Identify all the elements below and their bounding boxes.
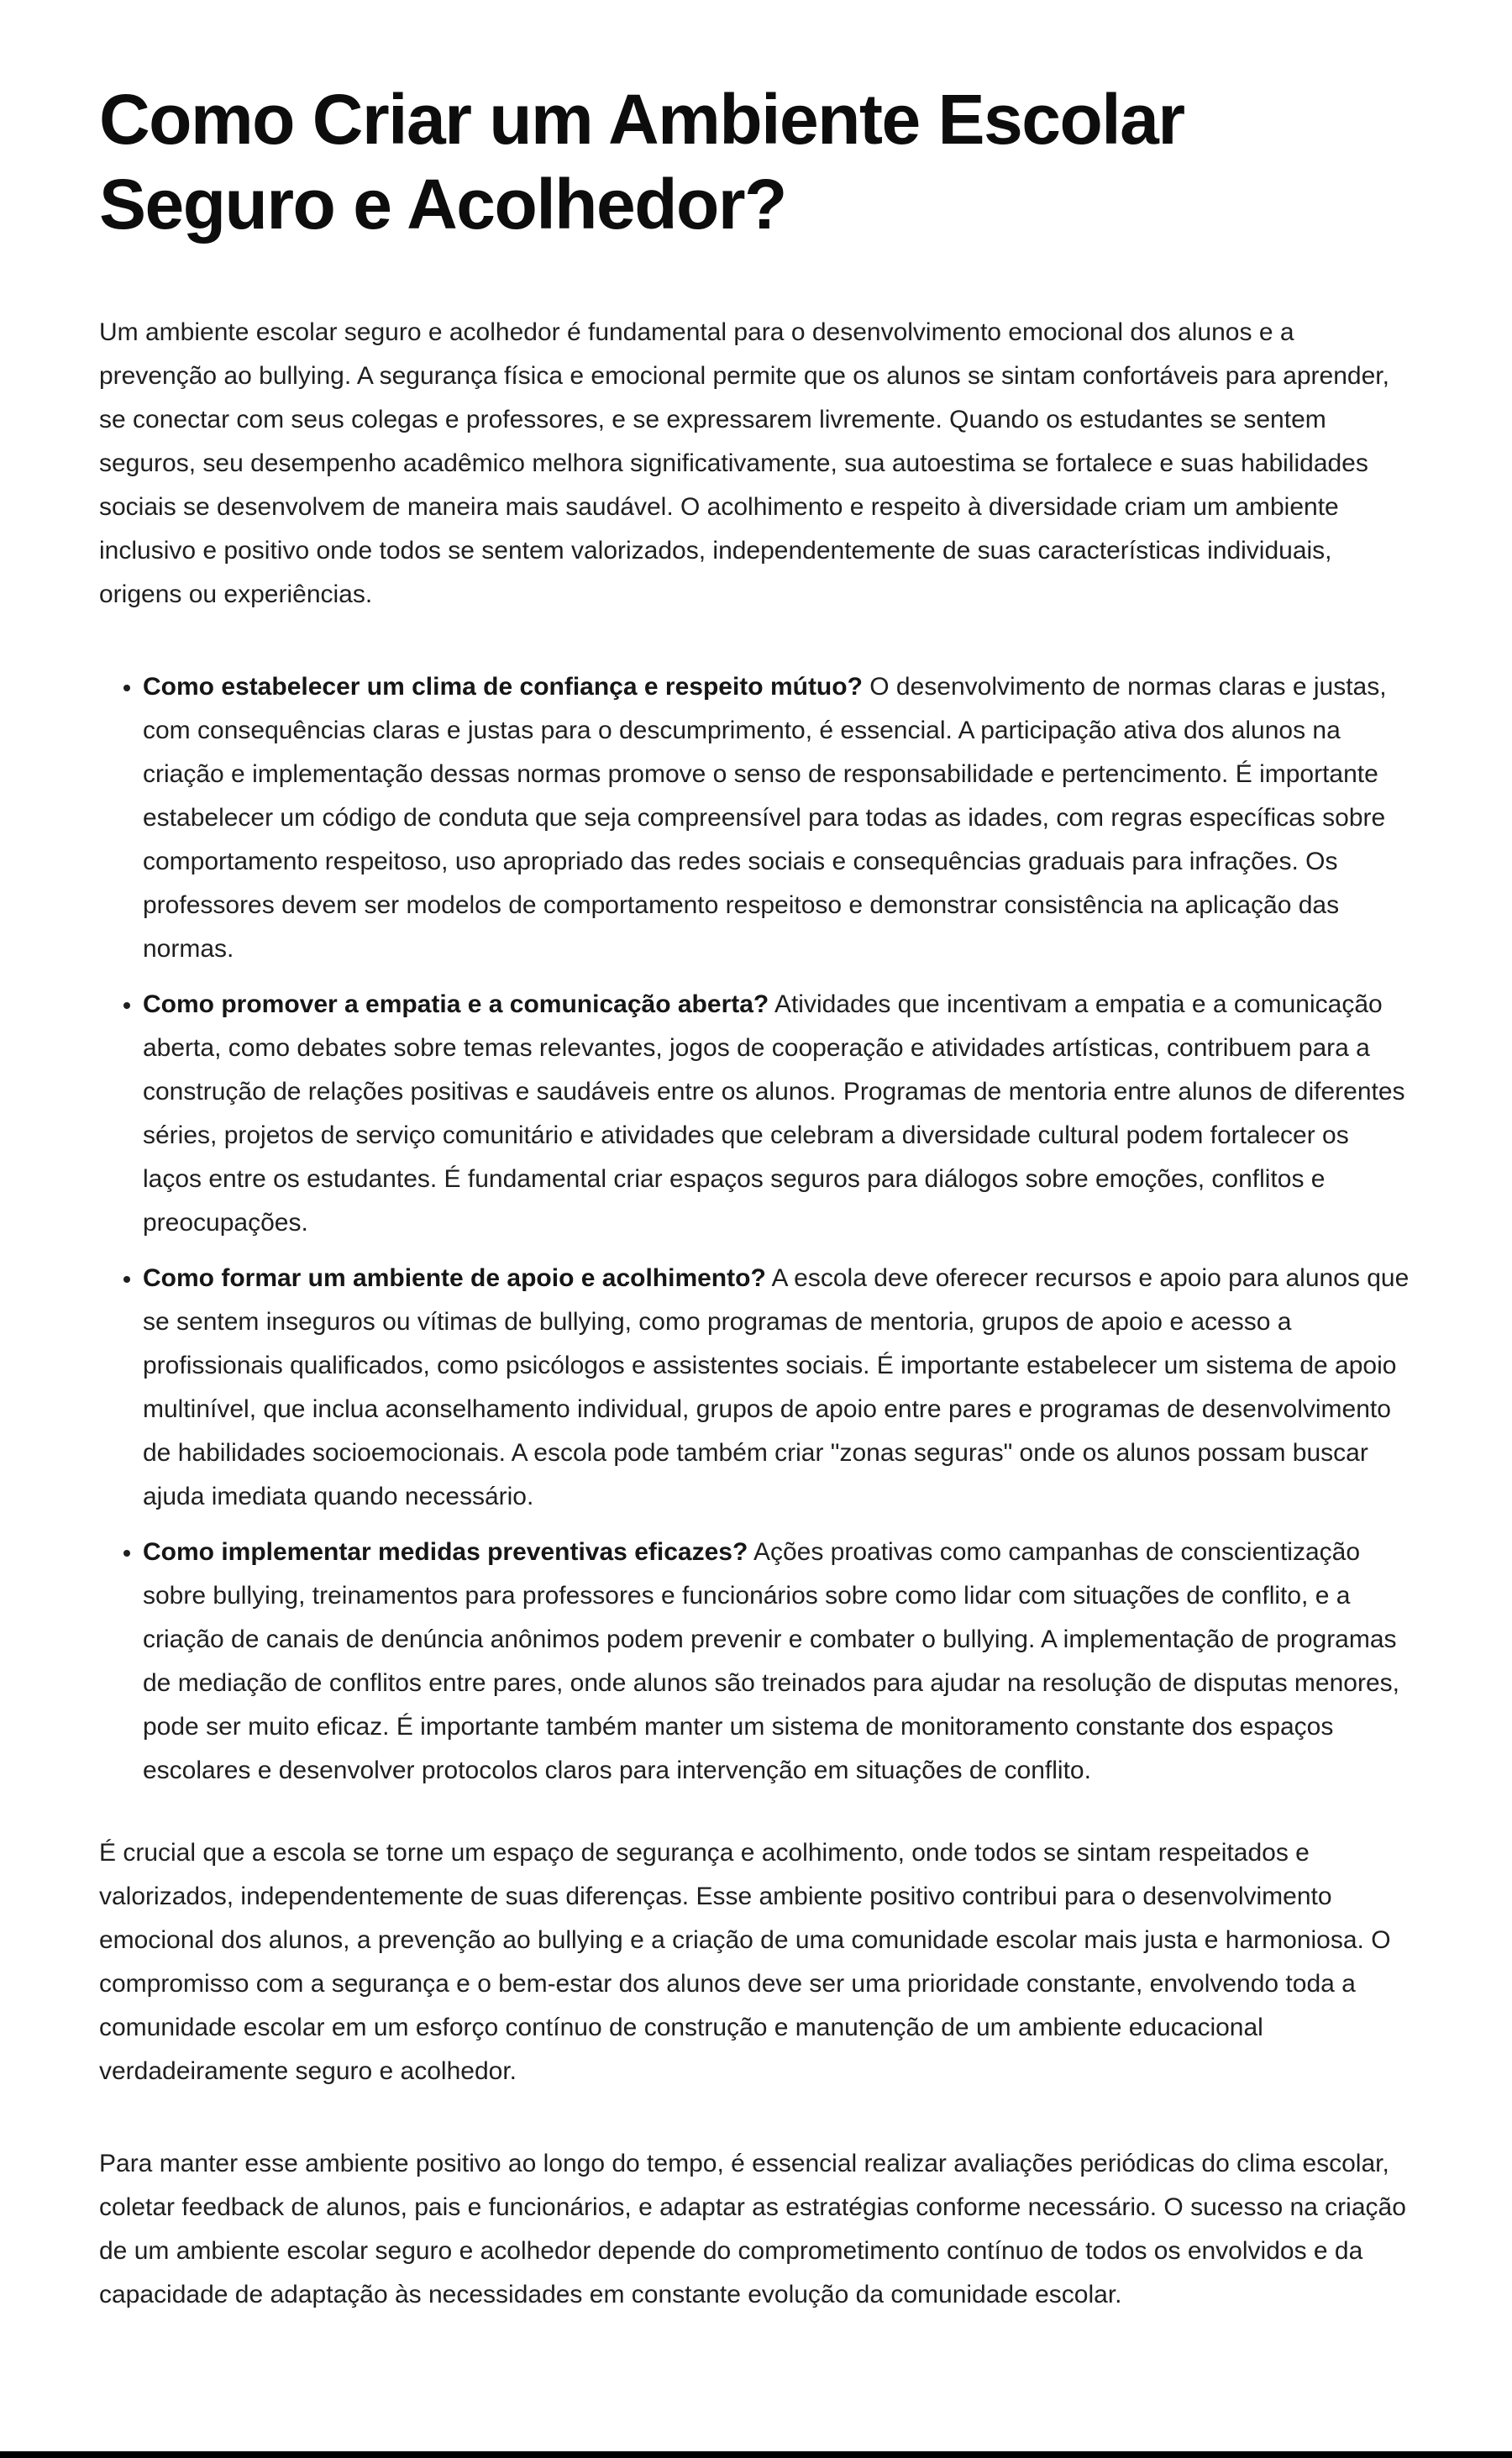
- list-item: [143, 665, 1413, 971]
- list-item-question: Como estabelecer um clima de confiança e respeito mútuo?: [143, 673, 863, 701]
- list-item-answer: A escola deve oferecer recursos e apoio para alunos que se sentem inseguros ou vítimas de bullying, como programas de mentoria, grupos de apoio e acesso a profissionais qualificados, como psicólogos e assistentes sociais. É importante estabelecer um sistema de apoio multinível, que inclua aconselhamento individual, grupos de apoio entre pares e programas de desenvolvimento de habilidades socioemocionais. A escola pode também criar "zonas seguras" onde os alunos possam buscar ajuda imediata quando necessário.: [143, 1264, 1410, 1510]
- list-item-answer: Atividades que incentivam a empatia e a comunicação aberta, como debates sobre temas relevantes, jogos de cooperação e atividades artísticas, contribuem para a construção de relações positivas e saudáveis entre os alunos. Programas de mentoria entre alunos de diferentes séries, projetos de serviço comunitário e atividades que celebram a diversidade cultural podem fortalecer os laços entre os estudantes. É fundamental criar espaços seguros para diálogos sobre emoções, conflitos e preocupações.: [143, 990, 1405, 1237]
- list-item-question: Como implementar medidas preventivas eficazes?: [143, 1538, 748, 1566]
- list-item: [143, 1257, 1413, 1519]
- intro-paragraph: Um ambiente escolar seguro e acolhedor é fundamental para o desenvolvimento emocional dos alunos e a prevenção ao bullying. A segurança física e emocional permite que os alunos se sintam confortáveis para aprender, se conectar com seus colegas e professores, e se expressarem livremente. Quando os estudantes se sentem seguros, seu desempenho acadêmico melhora significativamente, sua autoestima se fortalece e suas habilidades sociais se desenvolvem de maneira mais saudável. O acolhimento e respeito à diversidade criam um ambiente inclusivo e positivo onde todos se sentem valorizados, independentemente de suas características individuais, origens ou experiências.: [99, 318, 1389, 608]
- faq-list: [99, 665, 1413, 1793]
- list-item: [143, 983, 1413, 1245]
- list-item-question: Como promover a empatia e a comunicação aberta?: [143, 990, 769, 1018]
- list-item-question: Como formar um ambiente de apoio e acolhimento?: [143, 1264, 766, 1292]
- closing-paragraph-1: É crucial que a escola se torne um espaço de segurança e acolhimento, onde todos se sintam respeitados e valorizados, independentemente de suas diferenças. Esse ambiente positivo contribui para o desenvolvimento emocional dos alunos, a prevenção ao bullying e a criação de uma comunidade escolar mais justa e harmoniosa. O compromisso com a segurança e o bem-estar dos alunos deve ser uma prioridade constante, envolvendo toda a comunidade escolar em um esforço contínuo de construção e manutenção de um ambiente educacional verdadeiramente seguro e acolhedor.: [99, 1839, 1391, 2085]
- closing-paragraph-2: Para manter esse ambiente positivo ao longo do tempo, é essencial realizar avaliações periódicas do clima escolar, coletar feedback de alunos, pais e funcionários, e adaptar as estratégias conforme necessário. O sucesso na criação de um ambiente escolar seguro e acolhedor depende do comprometimento contínuo de todos os envolvidos e da capacidade de adaptação às necessidades em constante evolução da comunidade escolar.: [99, 2150, 1406, 2308]
- bottom-divider-bar: [0, 2451, 1512, 2458]
- article-content: [99, 0, 1413, 2366]
- list-item: [143, 1531, 1413, 1793]
- page-title: Como Criar um Ambiente Escolar Seguro e Acolhedor?: [99, 80, 1184, 244]
- list-item-answer: O desenvolvimento de normas claras e justas, com consequências claras e justas para o descumprimento, é essencial. A participação ativa dos alunos na criação e implementação dessas normas promove o senso de responsabilidade e pertencimento. É importante estabelecer um código de conduta que seja compreensível para todas as idades, com regras específicas sobre comportamento respeitoso, uso apropriado das redes sociais e consequências graduais para infrações. Os professores devem ser modelos de comportamento respeitoso e demonstrar consistência na aplicação das normas.: [143, 673, 1387, 963]
- list-item-answer: Ações proativas como campanhas de conscientização sobre bullying, treinamentos para professores e funcionários sobre como lidar com situações de conflito, e a criação de canais de denúncia anônimos podem prevenir e combater o bullying. A implementação de programas de mediação de conflitos entre pares, onde alunos são treinados para ajudar na resolução de disputas menores, pode ser muito eficaz. É importante também manter um sistema de monitoramento constante dos espaços escolares e desenvolver protocolos claros para intervenção em situações de conflito.: [143, 1538, 1399, 1784]
